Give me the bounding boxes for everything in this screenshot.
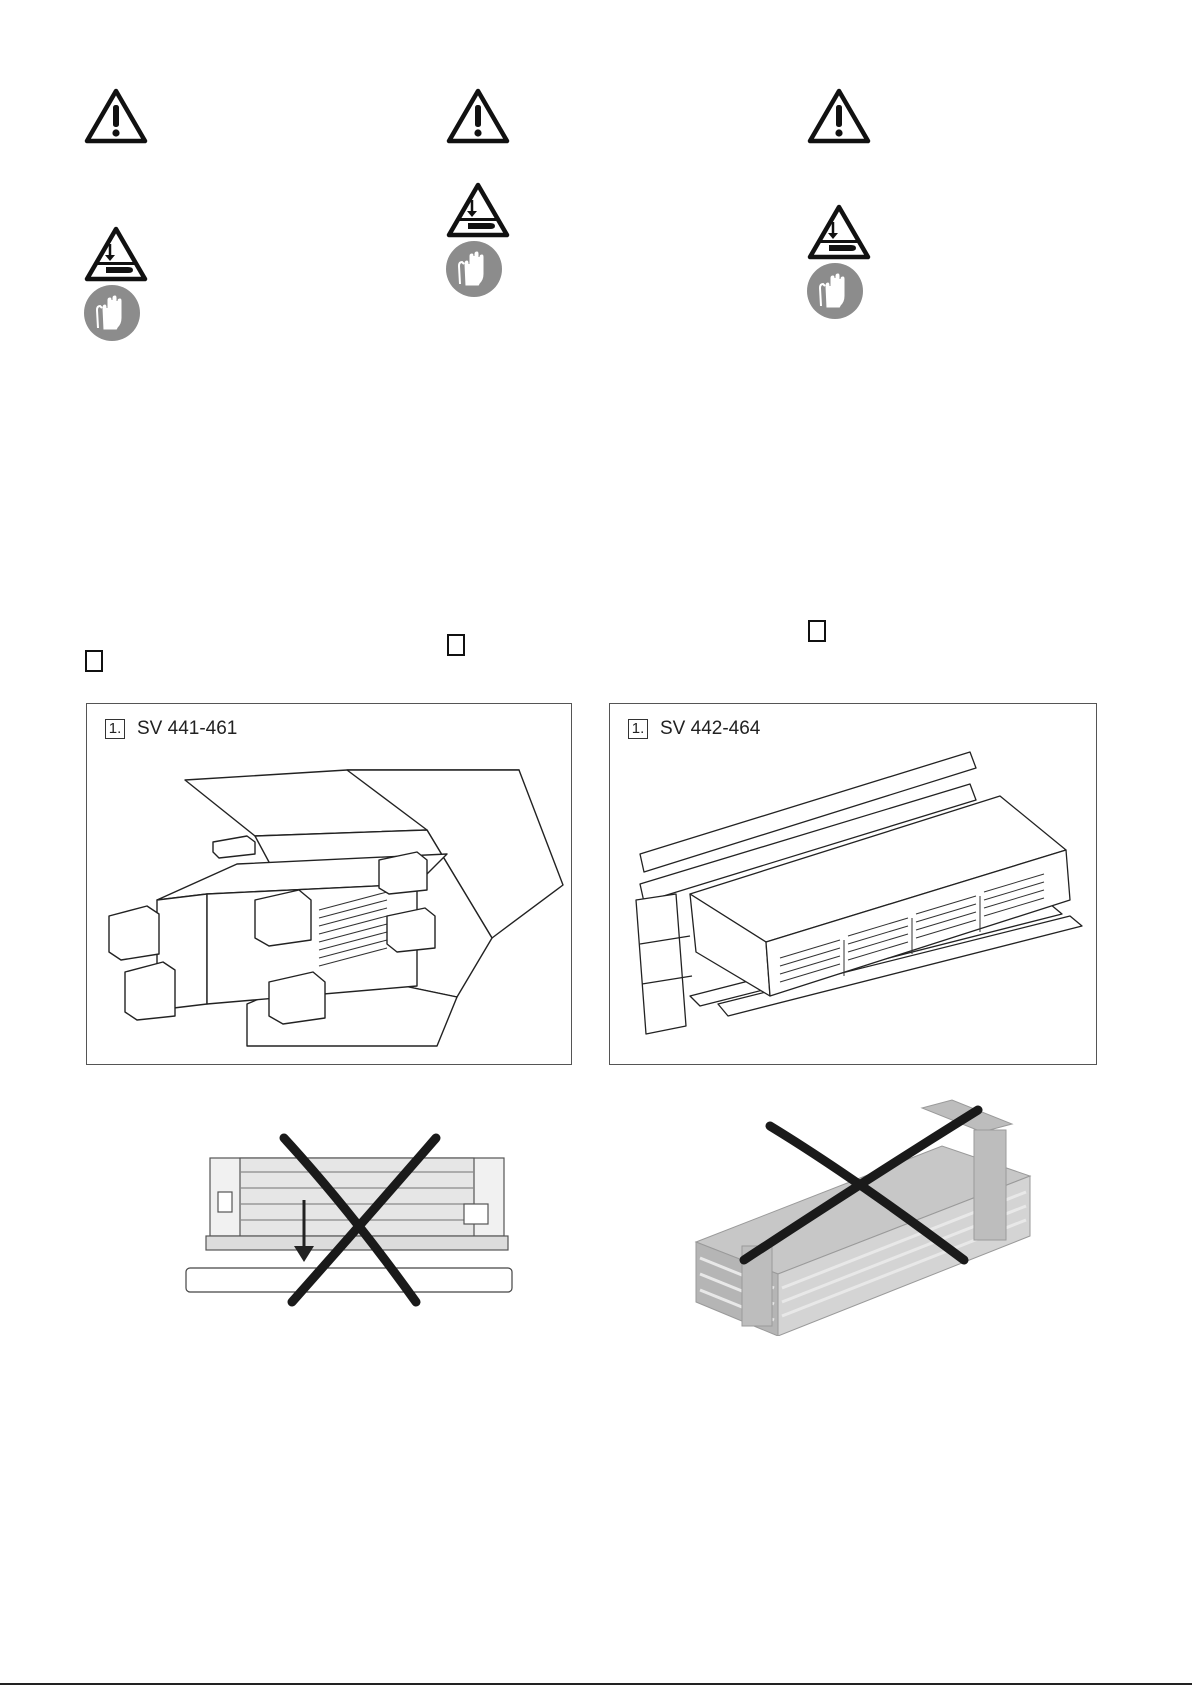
wear-gloves-icon [445, 240, 503, 298]
model-range: SV 441-461 [137, 718, 238, 739]
prohibited-stacking-illustration [682, 1096, 1042, 1336]
missing-glyph-box-3 [808, 620, 826, 642]
unit-in-box-illustration [87, 704, 573, 1066]
unit-on-pallet-illustration [610, 704, 1098, 1066]
hand-crush-warning-icon [84, 226, 148, 282]
step-number: 1. [105, 719, 125, 739]
general-warning-icon [84, 88, 148, 144]
general-warning-icon [446, 88, 510, 144]
hand-crush-warning-icon [807, 204, 871, 260]
step-number: 1. [628, 719, 648, 739]
missing-glyph-box-1 [85, 650, 103, 672]
missing-glyph-box-2 [447, 634, 465, 656]
general-warning-icon [807, 88, 871, 144]
model-range: SV 442-464 [660, 718, 761, 739]
wear-gloves-icon [806, 262, 864, 320]
figure-sv-442-464 [609, 703, 1097, 1065]
hand-crush-warning-icon [446, 182, 510, 238]
prohibited-lift-illustration [180, 1130, 520, 1310]
figure-sv-441-461 [86, 703, 572, 1065]
wear-gloves-icon [83, 284, 141, 342]
